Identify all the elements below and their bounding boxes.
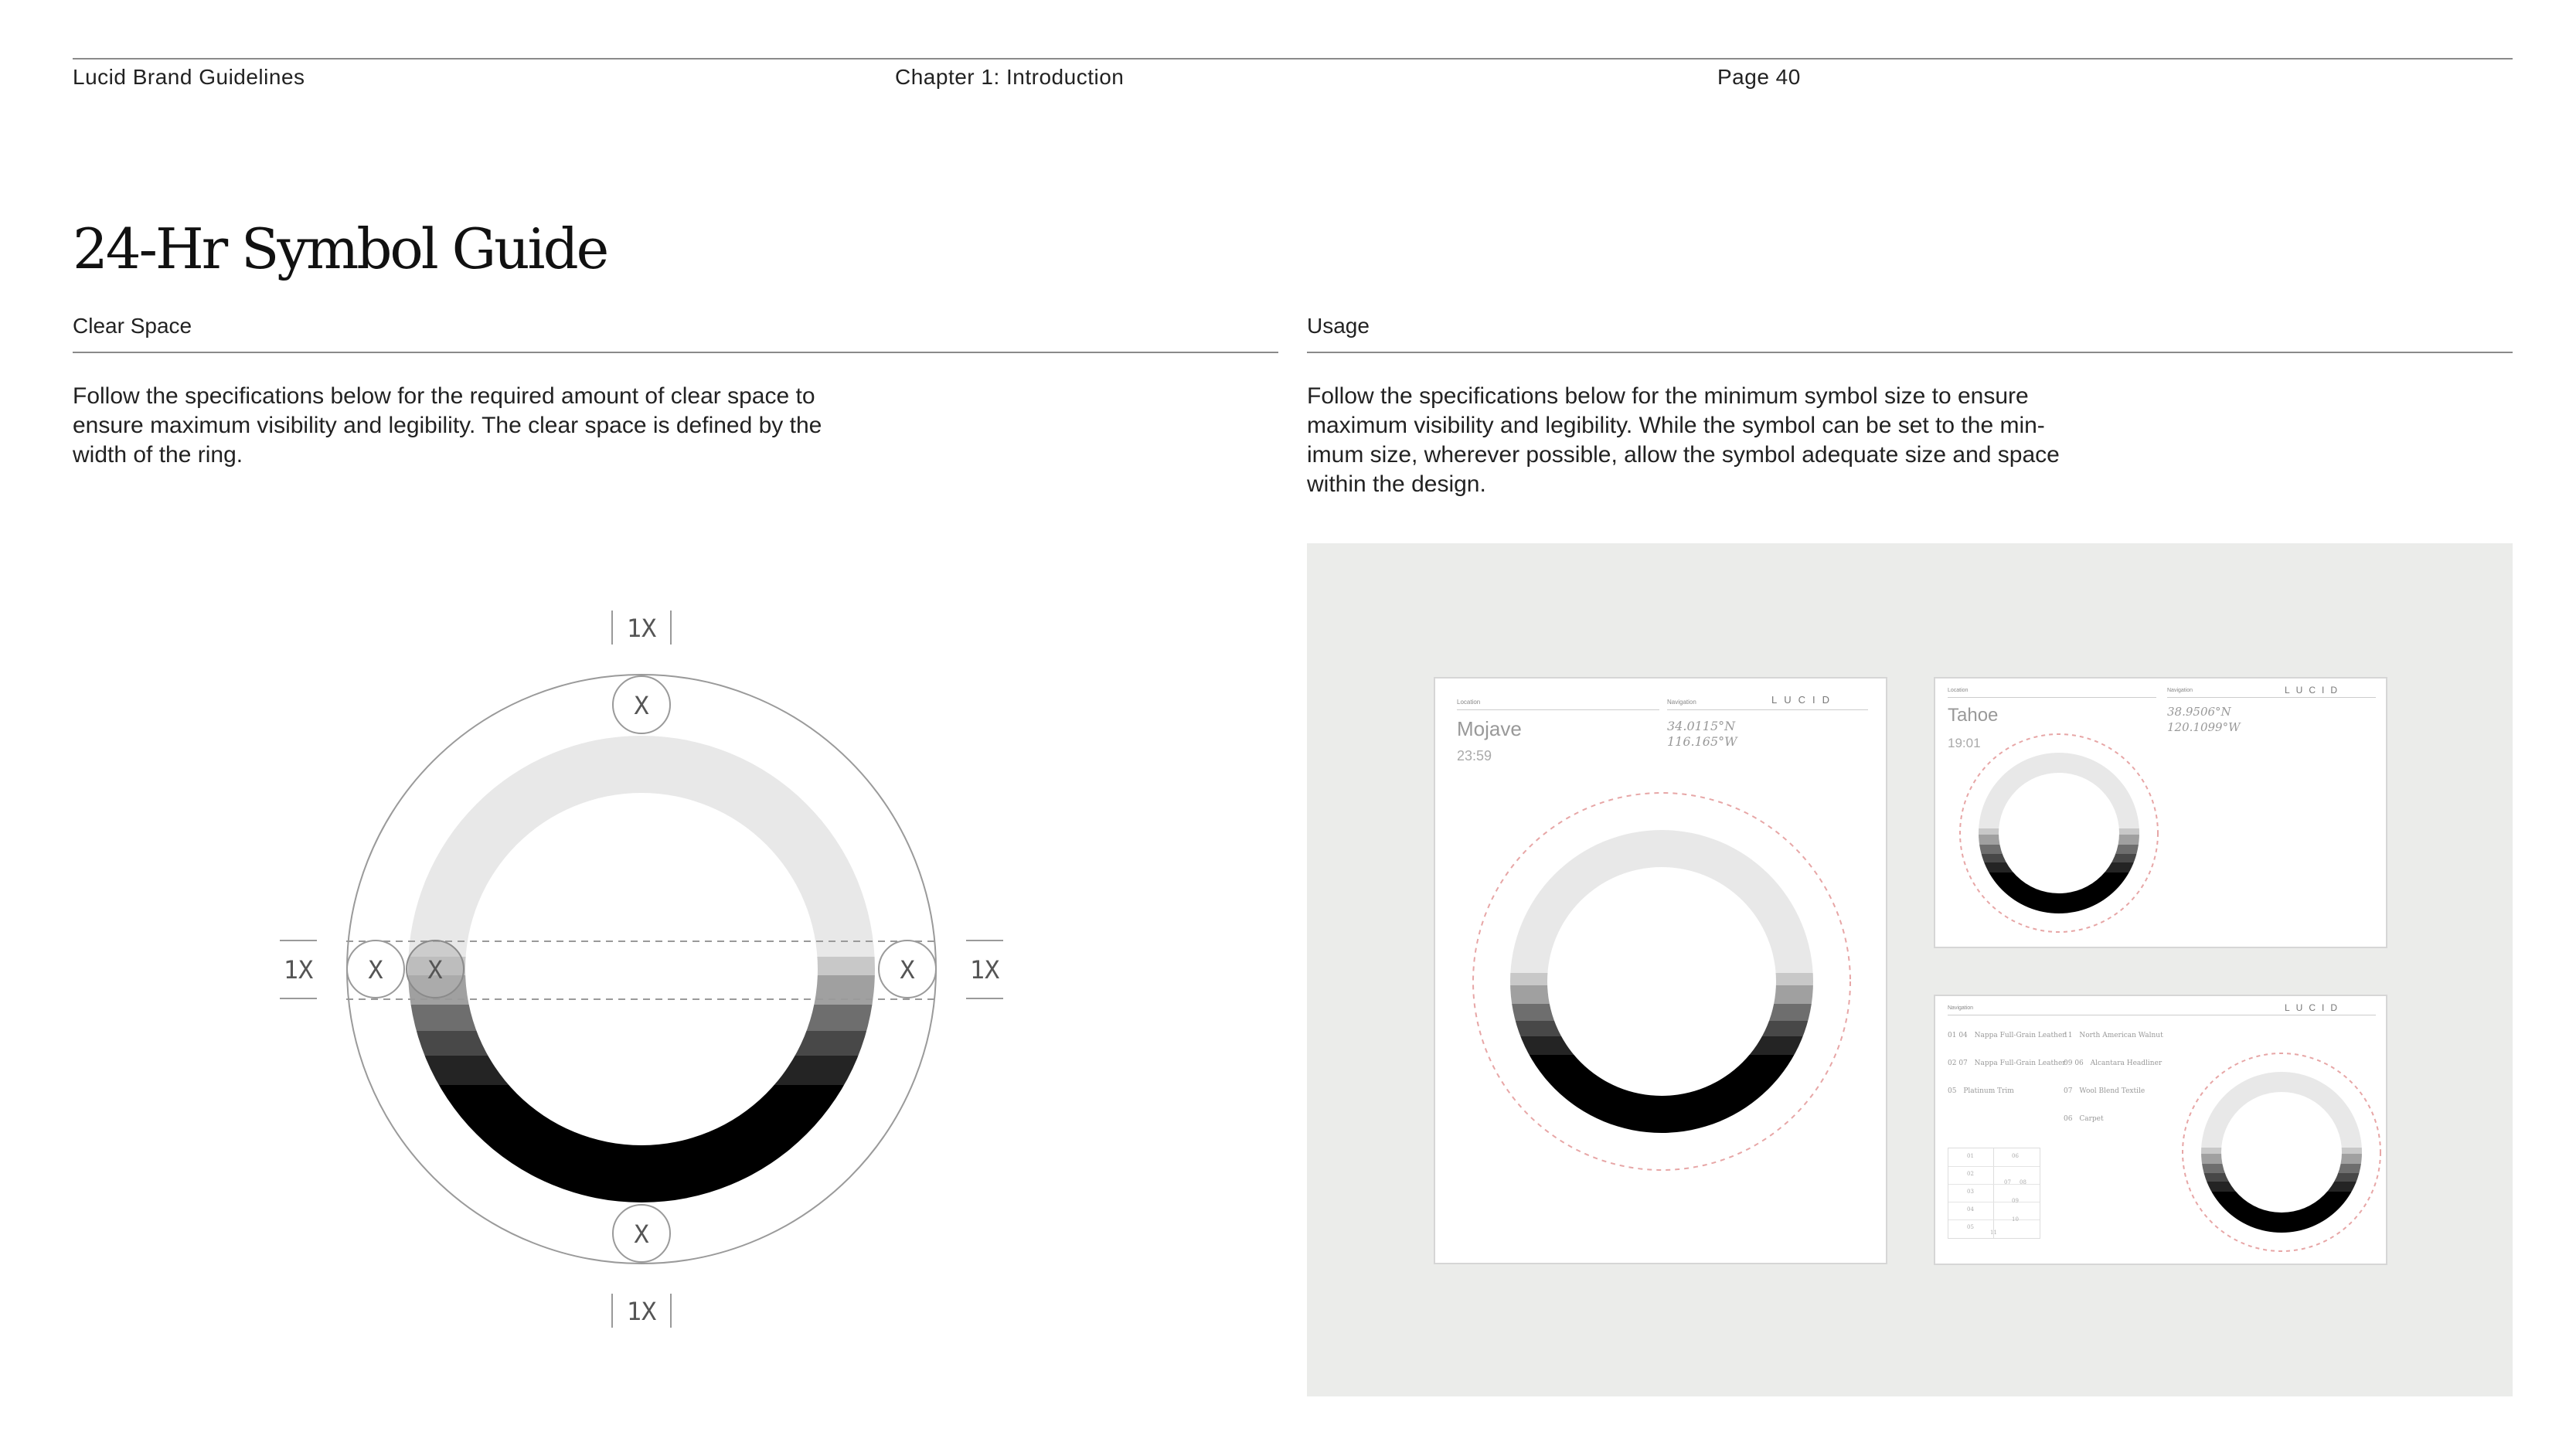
clear-space-diagram <box>232 587 1082 1352</box>
card-large-ring <box>1435 679 1889 1266</box>
unit-label-bottom: 1X <box>626 1297 657 1326</box>
unit-label-right: 1X <box>969 955 1000 985</box>
x-marker-left-inner: X <box>427 955 443 985</box>
card-small-ring <box>1935 679 2389 950</box>
clear-space-line-3: width of the ring. <box>73 442 243 468</box>
usage-line-3: imum size, wherever possible, allow the symbol adequate size and space <box>1307 442 2060 468</box>
header-doc-title: Lucid Brand Guidelines <box>73 65 305 89</box>
usage-body <box>1307 382 2060 499</box>
clear-space-line-1: Follow the specifications below for the required amount of clear space to <box>73 383 815 409</box>
usage-heading: Usage <box>1307 314 1370 338</box>
usage-card-materials <box>1934 995 2387 1265</box>
usage-line-2: maximum visibility and legibility. While the symbol can be set to the min- <box>1307 413 2045 438</box>
x-marker-left-outer: X <box>368 955 383 985</box>
card-materials-ring <box>1935 996 2389 1267</box>
unit-label-left: 1X <box>283 955 314 985</box>
usage-card-small <box>1934 677 2387 948</box>
usage-panel <box>1307 543 2513 1396</box>
x-marker-right: X <box>900 955 915 985</box>
clear-space-rule <box>73 352 1278 353</box>
x-marker-top: X <box>634 691 649 720</box>
usage-line-4: within the design. <box>1307 471 1486 497</box>
header-chapter: Chapter 1: Introduction <box>895 65 1125 89</box>
usage-card-large <box>1434 677 1887 1264</box>
header-page-number: Page 40 <box>1717 65 1801 89</box>
clear-space-line-2: ensure maximum visibility and legibility. The clear space is defined by the <box>73 413 822 438</box>
page-title: 24-Hr Symbol Guide <box>73 216 607 281</box>
usage-rule <box>1307 352 2513 353</box>
clear-space-heading: Clear Space <box>73 314 192 338</box>
x-marker-bottom: X <box>634 1219 649 1249</box>
clear-space-body <box>73 382 822 470</box>
usage-line-1: Follow the specifications below for the minimum symbol size to ensure <box>1307 383 2029 409</box>
top-rule <box>73 58 2513 60</box>
unit-label-top: 1X <box>626 614 657 643</box>
